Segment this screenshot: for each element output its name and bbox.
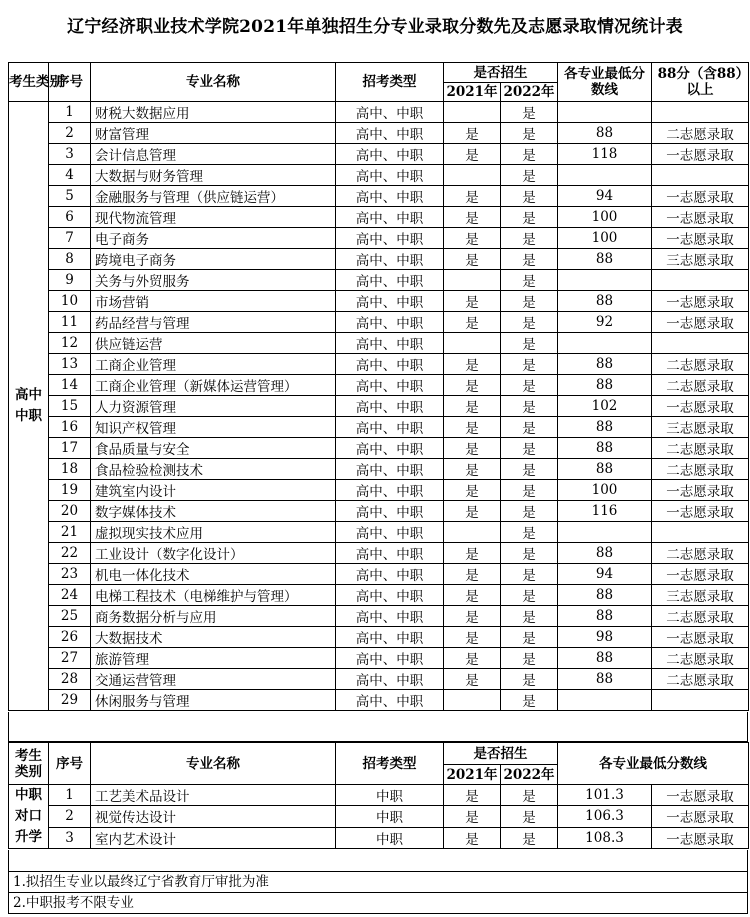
header-type: 招考类型 <box>336 63 444 102</box>
admission-result-cell: 一志愿录取 <box>652 207 749 228</box>
enroll-2021-cell: 是 <box>444 606 501 627</box>
exam-type-cell: 高中、中职 <box>336 375 444 396</box>
major-name-cell: 人力资源管理 <box>91 396 336 417</box>
table-row <box>9 123 749 144</box>
header-min-score: 各专业最低分数线 <box>558 63 652 102</box>
min-score-cell: 88 <box>558 375 652 396</box>
major-name-cell: 建筑室内设计 <box>91 480 336 501</box>
min-score-cell <box>558 165 652 186</box>
exam-type-cell: 高中、中职 <box>336 228 444 249</box>
enroll-2021-cell: 是 <box>444 501 501 522</box>
header-seq: 序号 <box>49 63 91 102</box>
admission-result-cell: 一志愿录取 <box>652 785 749 806</box>
major-name-cell: 关务与外贸服务 <box>91 270 336 291</box>
enroll-2022-cell: 是 <box>501 396 558 417</box>
major-name-cell: 休闲服务与管理 <box>91 690 336 711</box>
enroll-2021-cell: 是 <box>444 438 501 459</box>
major-name-cell: 商务数据分析与应用 <box>91 606 336 627</box>
header-major: 专业名称 <box>91 63 336 102</box>
admission-result-cell: 一志愿录取 <box>652 627 749 648</box>
exam-type-cell: 高中、中职 <box>336 501 444 522</box>
enroll-2022-cell: 是 <box>501 627 558 648</box>
admission-result-cell: 一志愿录取 <box>652 501 749 522</box>
exam-type-cell: 高中、中职 <box>336 249 444 270</box>
seq-cell: 29 <box>49 690 91 711</box>
enroll-2022-cell: 是 <box>501 585 558 606</box>
major-name-cell: 食品质量与安全 <box>91 438 336 459</box>
enroll-2022-cell: 是 <box>501 501 558 522</box>
admission-result-cell: 二志愿录取 <box>652 459 749 480</box>
seq-cell: 16 <box>49 417 91 438</box>
min-score-cell: 98 <box>558 627 652 648</box>
table-row <box>9 375 749 396</box>
header-2022: 2022年 <box>501 765 558 785</box>
major-name-cell: 虚拟现实技术应用 <box>91 522 336 543</box>
min-score-cell: 116 <box>558 501 652 522</box>
score-table-high-school <box>8 62 749 711</box>
table-spacer <box>8 712 748 742</box>
major-name-cell: 机电一体化技术 <box>91 564 336 585</box>
enroll-2022-cell: 是 <box>501 827 558 848</box>
exam-type-cell: 高中、中职 <box>336 270 444 291</box>
major-name-cell: 财富管理 <box>91 123 336 144</box>
table-row <box>9 417 749 438</box>
exam-type-cell: 高中、中职 <box>336 522 444 543</box>
exam-type-cell: 高中、中职 <box>336 312 444 333</box>
min-score-cell <box>558 102 652 123</box>
table-row <box>9 270 749 291</box>
admission-result-cell <box>652 165 749 186</box>
seq-cell: 6 <box>49 207 91 228</box>
admission-result-cell: 三志愿录取 <box>652 585 749 606</box>
header-enroll: 是否招生 <box>444 743 558 765</box>
enroll-2021-cell: 是 <box>444 459 501 480</box>
major-name-cell: 电子商务 <box>91 228 336 249</box>
admission-result-cell: 二志愿录取 <box>652 648 749 669</box>
enroll-2022-cell: 是 <box>501 102 558 123</box>
seq-cell: 1 <box>49 102 91 123</box>
exam-type-cell: 中职 <box>336 806 444 827</box>
admission-result-cell <box>652 333 749 354</box>
enroll-2022-cell: 是 <box>501 522 558 543</box>
enroll-2022-cell: 是 <box>501 186 558 207</box>
min-score-cell: 118 <box>558 144 652 165</box>
min-score-cell: 100 <box>558 207 652 228</box>
seq-cell: 15 <box>49 396 91 417</box>
header-2021: 2021年 <box>444 83 501 102</box>
category-cell: 中职对口升学 <box>9 785 49 849</box>
major-name-cell: 数字媒体技术 <box>91 501 336 522</box>
min-score-cell: 88 <box>558 291 652 312</box>
table-row <box>9 228 749 249</box>
enroll-2022-cell: 是 <box>501 333 558 354</box>
admission-result-cell: 二志愿录取 <box>652 543 749 564</box>
table-row <box>9 806 749 827</box>
enroll-2021-cell: 是 <box>444 785 501 806</box>
enroll-2021-cell: 是 <box>444 186 501 207</box>
major-name-cell: 药品经营与管理 <box>91 312 336 333</box>
enroll-2022-cell: 是 <box>501 459 558 480</box>
min-score-cell: 88 <box>558 438 652 459</box>
seq-cell: 27 <box>49 648 91 669</box>
seq-cell: 17 <box>49 438 91 459</box>
min-score-cell: 102 <box>558 396 652 417</box>
seq-cell: 9 <box>49 270 91 291</box>
header-above-88: 88分（含88）以上 <box>652 63 749 102</box>
min-score-cell: 88 <box>558 543 652 564</box>
notes <box>8 872 748 914</box>
enroll-2021-cell: 是 <box>444 669 501 690</box>
exam-type-cell: 高中、中职 <box>336 543 444 564</box>
table-row <box>9 627 749 648</box>
admission-result-cell: 二志愿录取 <box>652 438 749 459</box>
min-score-cell: 100 <box>558 228 652 249</box>
enroll-2022-cell: 是 <box>501 228 558 249</box>
min-score-cell: 88 <box>558 354 652 375</box>
enroll-2021-cell: 是 <box>444 249 501 270</box>
enroll-2021-cell: 是 <box>444 480 501 501</box>
exam-type-cell: 高中、中职 <box>336 417 444 438</box>
table-row <box>9 543 749 564</box>
enroll-2022-cell: 是 <box>501 669 558 690</box>
major-name-cell: 现代物流管理 <box>91 207 336 228</box>
major-name-cell: 工艺美术品设计 <box>91 785 336 806</box>
min-score-cell <box>558 690 652 711</box>
table-row <box>9 480 749 501</box>
min-score-cell: 88 <box>558 249 652 270</box>
min-score-cell: 108.3 <box>558 827 652 848</box>
seq-cell: 11 <box>49 312 91 333</box>
table-row <box>9 312 749 333</box>
enroll-2022-cell: 是 <box>501 312 558 333</box>
table-row <box>9 291 749 312</box>
enroll-2021-cell <box>444 522 501 543</box>
enroll-2021-cell: 是 <box>444 228 501 249</box>
header-seq: 序号 <box>49 743 91 785</box>
major-name-cell: 大数据与财务管理 <box>91 165 336 186</box>
enroll-2022-cell: 是 <box>501 543 558 564</box>
admission-result-cell: 三志愿录取 <box>652 417 749 438</box>
admission-result-cell: 二志愿录取 <box>652 606 749 627</box>
table-spacer <box>8 850 748 872</box>
major-name-cell: 食品检验检测技术 <box>91 459 336 480</box>
seq-cell: 2 <box>49 123 91 144</box>
enroll-2021-cell: 是 <box>444 123 501 144</box>
exam-type-cell: 高中、中职 <box>336 438 444 459</box>
major-name-cell: 旅游管理 <box>91 648 336 669</box>
enroll-2022-cell: 是 <box>501 690 558 711</box>
note-line: 2.中职报考不限专业 <box>9 892 747 913</box>
major-name-cell: 视觉传达设计 <box>91 806 336 827</box>
exam-type-cell: 高中、中职 <box>336 480 444 501</box>
seq-cell: 26 <box>49 627 91 648</box>
exam-type-cell: 高中、中职 <box>336 648 444 669</box>
header-major: 专业名称 <box>91 743 336 785</box>
exam-type-cell: 中职 <box>336 785 444 806</box>
seq-cell: 20 <box>49 501 91 522</box>
table-row <box>9 354 749 375</box>
enroll-2022-cell: 是 <box>501 480 558 501</box>
table-row <box>9 585 749 606</box>
table-row <box>9 396 749 417</box>
enroll-2021-cell: 是 <box>444 627 501 648</box>
min-score-cell: 88 <box>558 585 652 606</box>
enroll-2021-cell: 是 <box>444 354 501 375</box>
min-score-cell: 88 <box>558 606 652 627</box>
table-row <box>9 165 749 186</box>
major-name-cell: 交通运营管理 <box>91 669 336 690</box>
table-row <box>9 785 749 806</box>
enroll-2021-cell <box>444 690 501 711</box>
major-name-cell: 室内艺术设计 <box>91 827 336 848</box>
exam-type-cell: 高中、中职 <box>336 144 444 165</box>
header-enroll: 是否招生 <box>444 63 558 83</box>
category-cell: 高中中职 <box>9 102 49 711</box>
major-name-cell: 金融服务与管理（供应链运营） <box>91 186 336 207</box>
exam-type-cell: 高中、中职 <box>336 564 444 585</box>
min-score-cell: 88 <box>558 669 652 690</box>
major-name-cell: 财税大数据应用 <box>91 102 336 123</box>
enroll-2022-cell: 是 <box>501 785 558 806</box>
major-name-cell: 工商企业管理（新媒体运营管理） <box>91 375 336 396</box>
min-score-cell: 88 <box>558 459 652 480</box>
enroll-2022-cell: 是 <box>501 291 558 312</box>
header-min-score: 各专业最低分数线 <box>558 743 749 785</box>
min-score-cell: 88 <box>558 123 652 144</box>
min-score-cell: 106.3 <box>558 806 652 827</box>
exam-type-cell: 高中、中职 <box>336 102 444 123</box>
seq-cell: 21 <box>49 522 91 543</box>
min-score-cell <box>558 270 652 291</box>
major-name-cell: 供应链运营 <box>91 333 336 354</box>
page-title: 辽宁经济职业技术学院2021年单独招生分专业录取分数先及志愿录取情况统计表 <box>67 17 683 37</box>
note-line: 1.拟招生专业以最终辽宁省教育厅审批为准 <box>13 874 269 890</box>
major-name-cell: 工业设计（数字化设计） <box>91 543 336 564</box>
enroll-2022-cell: 是 <box>501 806 558 827</box>
table-row <box>9 438 749 459</box>
admission-result-cell <box>652 690 749 711</box>
admission-result-cell <box>652 270 749 291</box>
seq-cell: 10 <box>49 291 91 312</box>
enroll-2021-cell: 是 <box>444 291 501 312</box>
exam-type-cell: 中职 <box>336 827 444 848</box>
exam-type-cell: 高中、中职 <box>336 333 444 354</box>
enroll-2022-cell: 是 <box>501 564 558 585</box>
enroll-2022-cell: 是 <box>501 249 558 270</box>
enroll-2021-cell: 是 <box>444 375 501 396</box>
exam-type-cell: 高中、中职 <box>336 165 444 186</box>
table-row <box>9 459 749 480</box>
exam-type-cell: 高中、中职 <box>336 186 444 207</box>
enroll-2022-cell: 是 <box>501 123 558 144</box>
admission-result-cell: 二志愿录取 <box>652 375 749 396</box>
admission-result-cell: 二志愿录取 <box>652 123 749 144</box>
seq-cell: 8 <box>49 249 91 270</box>
seq-cell: 7 <box>49 228 91 249</box>
min-score-cell: 88 <box>558 648 652 669</box>
seq-cell: 14 <box>49 375 91 396</box>
header-category: 考生类别 <box>9 743 49 785</box>
seq-cell: 19 <box>49 480 91 501</box>
admission-result-cell <box>652 102 749 123</box>
admission-result-cell: 二志愿录取 <box>652 669 749 690</box>
header-type: 招考类型 <box>336 743 444 785</box>
seq-cell: 25 <box>49 606 91 627</box>
enroll-2021-cell: 是 <box>444 396 501 417</box>
exam-type-cell: 高中、中职 <box>336 123 444 144</box>
min-score-cell: 100 <box>558 480 652 501</box>
admission-result-cell: 一志愿录取 <box>652 312 749 333</box>
enroll-2022-cell: 是 <box>501 417 558 438</box>
seq-cell: 1 <box>49 785 91 806</box>
seq-cell: 5 <box>49 186 91 207</box>
admission-result-cell: 一志愿录取 <box>652 480 749 501</box>
enroll-2021-cell: 是 <box>444 827 501 848</box>
seq-cell: 3 <box>49 827 91 848</box>
enroll-2021-cell: 是 <box>444 207 501 228</box>
table-row <box>9 144 749 165</box>
enroll-2022-cell: 是 <box>501 375 558 396</box>
table-row <box>9 690 749 711</box>
table-row <box>9 249 749 270</box>
exam-type-cell: 高中、中职 <box>336 459 444 480</box>
enroll-2022-cell: 是 <box>501 606 558 627</box>
major-name-cell: 跨境电子商务 <box>91 249 336 270</box>
admission-result-cell: 一志愿录取 <box>652 827 749 848</box>
exam-type-cell: 高中、中职 <box>336 585 444 606</box>
seq-cell: 4 <box>49 165 91 186</box>
exam-type-cell: 高中、中职 <box>336 291 444 312</box>
enroll-2022-cell: 是 <box>501 648 558 669</box>
admission-result-cell: 一志愿录取 <box>652 564 749 585</box>
table-row <box>9 827 749 848</box>
exam-type-cell: 高中、中职 <box>336 606 444 627</box>
major-name-cell: 工商企业管理 <box>91 354 336 375</box>
admission-result-cell: 一志愿录取 <box>652 291 749 312</box>
admission-result-cell: 一志愿录取 <box>652 186 749 207</box>
table-row <box>9 522 749 543</box>
seq-cell: 28 <box>49 669 91 690</box>
seq-cell: 13 <box>49 354 91 375</box>
enroll-2021-cell: 是 <box>444 806 501 827</box>
enroll-2022-cell: 是 <box>501 207 558 228</box>
enroll-2021-cell <box>444 102 501 123</box>
enroll-2021-cell: 是 <box>444 144 501 165</box>
admission-result-cell: 一志愿录取 <box>652 396 749 417</box>
enroll-2022-cell: 是 <box>501 144 558 165</box>
seq-cell: 24 <box>49 585 91 606</box>
min-score-cell <box>558 333 652 354</box>
header-2021: 2021年 <box>444 765 501 785</box>
enroll-2021-cell: 是 <box>444 312 501 333</box>
table-row <box>9 606 749 627</box>
exam-type-cell: 高中、中职 <box>336 207 444 228</box>
exam-type-cell: 高中、中职 <box>336 669 444 690</box>
enroll-2022-cell: 是 <box>501 354 558 375</box>
admission-result-cell: 一志愿录取 <box>652 144 749 165</box>
seq-cell: 3 <box>49 144 91 165</box>
admission-result-cell: 一志愿录取 <box>652 228 749 249</box>
min-score-cell <box>558 522 652 543</box>
table-row <box>9 207 749 228</box>
enroll-2021-cell: 是 <box>444 564 501 585</box>
seq-cell: 23 <box>49 564 91 585</box>
major-name-cell: 知识产权管理 <box>91 417 336 438</box>
admission-result-cell <box>652 522 749 543</box>
exam-type-cell: 高中、中职 <box>336 690 444 711</box>
score-table-vocational <box>8 742 749 849</box>
enroll-2022-cell: 是 <box>501 165 558 186</box>
admission-result-cell: 二志愿录取 <box>652 354 749 375</box>
exam-type-cell: 高中、中职 <box>336 354 444 375</box>
exam-type-cell: 高中、中职 <box>336 627 444 648</box>
major-name-cell: 电梯工程技术（电梯维护与管理） <box>91 585 336 606</box>
seq-cell: 12 <box>49 333 91 354</box>
seq-cell: 18 <box>49 459 91 480</box>
min-score-cell: 101.3 <box>558 785 652 806</box>
table-row <box>9 186 749 207</box>
seq-cell: 22 <box>49 543 91 564</box>
min-score-cell: 94 <box>558 186 652 207</box>
enroll-2021-cell <box>444 333 501 354</box>
enroll-2021-cell: 是 <box>444 585 501 606</box>
min-score-cell: 92 <box>558 312 652 333</box>
admission-result-cell: 三志愿录取 <box>652 249 749 270</box>
exam-type-cell: 高中、中职 <box>336 396 444 417</box>
min-score-cell: 88 <box>558 417 652 438</box>
seq-cell: 2 <box>49 806 91 827</box>
admission-result-cell: 一志愿录取 <box>652 806 749 827</box>
min-score-cell: 94 <box>558 564 652 585</box>
enroll-2021-cell: 是 <box>444 543 501 564</box>
enroll-2022-cell: 是 <box>501 438 558 459</box>
enroll-2021-cell <box>444 270 501 291</box>
enroll-2022-cell: 是 <box>501 270 558 291</box>
enroll-2021-cell <box>444 165 501 186</box>
enroll-2021-cell: 是 <box>444 648 501 669</box>
table-row <box>9 648 749 669</box>
major-name-cell: 大数据技术 <box>91 627 336 648</box>
major-name-cell: 市场营销 <box>91 291 336 312</box>
major-name-cell: 会计信息管理 <box>91 144 336 165</box>
table-row <box>9 501 749 522</box>
enroll-2021-cell: 是 <box>444 417 501 438</box>
table-row <box>9 564 749 585</box>
header-category: 考生类别 <box>9 63 49 102</box>
table-row <box>9 669 749 690</box>
table-row <box>9 333 749 354</box>
header-2022: 2022年 <box>501 83 558 102</box>
table-row <box>9 102 749 123</box>
